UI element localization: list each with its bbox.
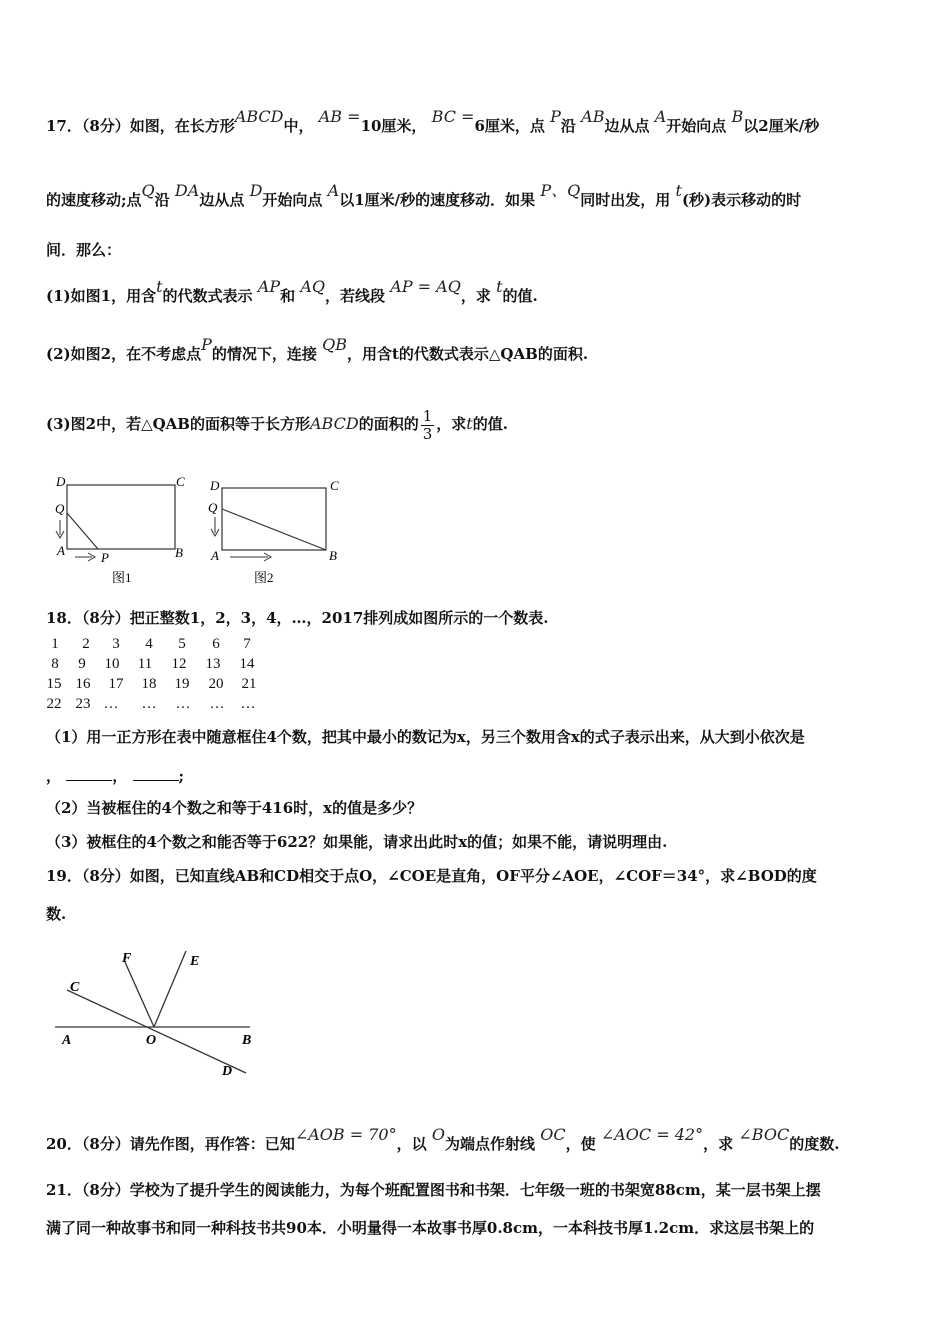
q18-part2: （2）当被框住的4个数之和等于416时，x的值是多少？	[46, 799, 423, 817]
fig2-label-c: C	[330, 478, 339, 493]
q17-part3: (3)图2中，若△QAB的面积等于长方形ABCD的面积的 $\frac{1}{3}$ ，求t的值.	[46, 406, 508, 443]
table-cell: 6	[212, 636, 220, 652]
q19-line1: 19．（8分）如图，已知直线AB和CD相交于点O，∠COE是直角，OF平分∠AOE，∠COF＝34°，求∠BOD的度	[46, 867, 817, 885]
q17-line1: 17．（8分）如图，在长方形ABCD中， AB =10厘米， BC =6厘米，点 P沿 AB边从点 A开始向点 B以2厘米/秒	[46, 107, 820, 135]
fig2-caption: 图2	[254, 570, 274, 585]
table-cell: 16	[75, 676, 91, 692]
q17-figures	[48, 470, 348, 592]
table-cell: 10	[104, 656, 120, 672]
q17-line2: 的速度移动;点Q沿 DA边从点 D开始向点 A以1厘米/秒的速度移动．如果 P、Q同时出发，用 t(秒)表示移动的时	[46, 181, 802, 209]
answer-blank[interactable]	[133, 766, 179, 781]
q18-part1: （1）用一正方形在表中随意框住4个数，把其中最小的数记为x，另三个数用含x的式子表示出来，从大到小依次是	[46, 728, 805, 746]
fig1-caption: 图1	[112, 570, 132, 585]
q19-line2: 数.	[46, 905, 67, 923]
table-cell: 11	[137, 656, 153, 672]
table-cell: 14	[239, 656, 255, 672]
table-cell: 3	[112, 636, 120, 652]
label-c: C	[70, 980, 80, 995]
table-cell: 12	[171, 656, 187, 672]
ray-of	[125, 962, 154, 1027]
table-cell: 18	[141, 676, 157, 692]
table-cell: 15	[46, 676, 62, 692]
fig1-label-c: C	[176, 474, 185, 489]
label-d: D	[222, 1064, 233, 1079]
answer-blank[interactable]	[66, 766, 112, 781]
label-f: F	[122, 951, 132, 966]
label-b: B	[242, 1033, 252, 1048]
table-cell: 23	[75, 696, 91, 712]
line-cd	[67, 990, 246, 1073]
fig2-segment-qb	[222, 509, 326, 550]
table-cell: …	[209, 696, 225, 712]
table-cell: 9	[78, 656, 86, 672]
label-e: E	[190, 954, 200, 969]
table-cell: …	[175, 696, 191, 712]
q17-part1: (1)如图1，用含t的代数式表示 AP和 AQ，若线段 AP = AQ，求 t的值.	[46, 277, 538, 305]
table-cell: 8	[51, 656, 59, 672]
table-cell: 1	[51, 636, 59, 652]
fig1-label-d: D	[56, 474, 66, 489]
figure-1	[55, 474, 185, 585]
q18-part1-blanks: ， ， ;	[46, 767, 185, 785]
q17-line3: 间．那么：	[46, 241, 122, 259]
table-cell: …	[240, 696, 256, 712]
table-cell: 4	[145, 636, 153, 652]
figure-2	[208, 478, 339, 585]
table-cell: 20	[208, 676, 224, 692]
one-third-fraction: $\frac{1}{3}$	[422, 406, 433, 443]
table-cell: …	[141, 696, 157, 712]
fig2-label-q: Q	[208, 500, 218, 515]
table-cell: …	[103, 696, 119, 712]
q17-part2: (2)如图2，在不考虑点P的情况下，连接 QB，用含t的代数式表示△QAB的面积.	[46, 335, 589, 363]
table-cell: 5	[178, 636, 186, 652]
table-cell: 13	[205, 656, 221, 672]
q18-part3: （3）被框住的4个数之和能否等于622？如果能，请求出此时x的值；如果不能，请说明理由.	[46, 833, 668, 851]
fig2-rectangle	[222, 488, 326, 550]
fig1-segment-qp	[67, 513, 98, 549]
fig2-label-b: B	[329, 548, 337, 563]
fig1-label-a: A	[57, 543, 65, 558]
q19-figure	[50, 945, 270, 1085]
table-cell: 22	[46, 696, 62, 712]
label-a: A	[62, 1033, 72, 1048]
fig1-label-p: P	[101, 550, 109, 565]
table-cell: 19	[174, 676, 190, 692]
q21-line2: 满了同一种故事书和同一种科技书共90本．小明量得一本故事书厚0.8cm，一本科技书厚1.2cm．求这层书架上的	[46, 1219, 815, 1237]
fig1-label-b: B	[175, 545, 183, 560]
fig1-rectangle	[67, 485, 175, 549]
fig2-label-a: A	[211, 548, 219, 563]
table-cell: 2	[82, 636, 90, 652]
fig2-label-d: D	[210, 478, 220, 493]
table-cell: 21	[241, 676, 257, 692]
label-o: O	[146, 1033, 157, 1048]
q20-line: 20．（8分）请先作图，再作答：已知∠AOB = 70°，以 O为端点作射线 OC，使 ∠AOC = 42°，求 ∠BOC的度数.	[46, 1125, 840, 1153]
table-cell: 7	[243, 636, 251, 652]
table-cell: 17	[108, 676, 124, 692]
q18-title: 18．（8分）把正整数1，2，3，4，…，2017排列成如图所示的一个数表.	[46, 609, 549, 627]
q21-line1: 21．（8分）学校为了提升学生的阅读能力，为每个班配置图书和书架．七年级一班的书架宽88cm，某一层书架上摆	[46, 1181, 821, 1199]
ray-oe	[154, 951, 186, 1027]
fig1-label-q: Q	[55, 501, 65, 516]
